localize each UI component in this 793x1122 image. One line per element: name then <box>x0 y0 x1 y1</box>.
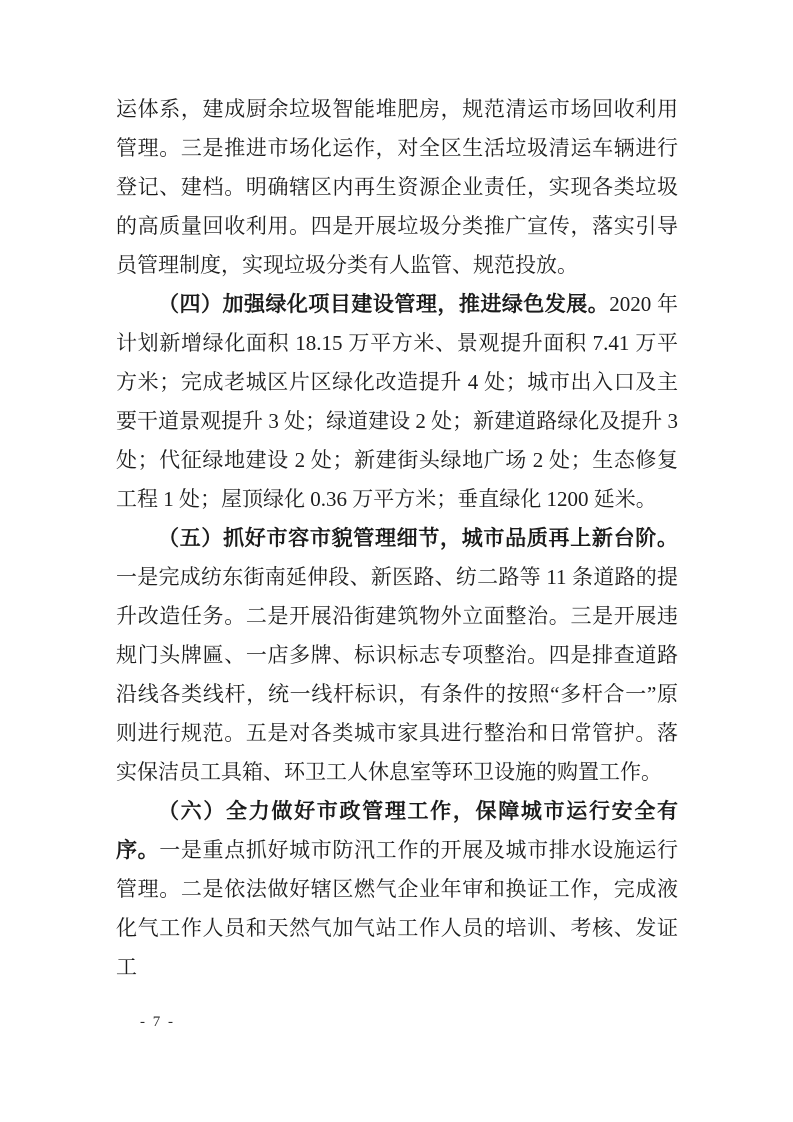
section-heading-6: （六）全力做好市政管理工作，保障城市运行安全有序。 <box>116 800 678 862</box>
section-heading-4: （四）加强绿化项目建设管理，推进绿色发展。 <box>158 293 610 316</box>
body-paragraph-section-6 <box>116 792 678 987</box>
paragraph-text: 一是重点抓好城市防汛工作的开展及城市排水设施运行管理。二是依法做好辖区燃气企业年审和换证工作，完成液化气工作人员和天然气加气站工作人员的培训、考核、发证工 <box>116 838 678 979</box>
document-body <box>116 90 678 987</box>
paragraph-text: 一是完成纺东街南延伸段、新医路、纺二路等 11 条道路的提升改造任务。二是开展沿街建筑物外立面整治。三是开展违规门头牌匾、一店多牌、标识标志专项整治。四是排查道路沿线各类线杆，统一线杆标识，有条件的按照“多杆合一”原则进行规范。五是对各类城市家具进行整治和日常管护。落实保洁员工具箱、环卫工人休息室等环卫设施的购置工作。 <box>116 565 678 784</box>
page-number: - 7 - <box>140 1014 175 1030</box>
body-paragraph-continuation <box>116 90 678 285</box>
body-paragraph-section-4 <box>116 285 678 519</box>
paragraph-text: 2020 年计划新增绿化面积 18.15 万平方米、景观提升面积 7.41 万平方米；完成老城区片区绿化改造提升 4 处；城市出入口及主要干道景观提升 3 处；绿道建设 2 处；新建道路绿化及提升 3 处；代征绿地建设 2 处；新建街头绿地广场 2 处；生态修复工程 1 处；屋顶绿化 0.36 万平方米；垂直绿化 1200 延米。 <box>116 292 679 511</box>
paragraph-text: 运体系，建成厨余垃圾智能堆肥房，规范清运市场回收利用管理。三是推进市场化运作，对全区生活垃圾清运车辆进行登记、建档。明确辖区内再生资源企业责任，实现各类垃圾的高质量回收利用。四是开展垃圾分类推广宣传，落实引导员管理制度，实现垃圾分类有人监管、规范投放。 <box>116 97 678 277</box>
section-heading-5: （五）抓好市容市貌管理细节，城市品质再上新台阶。 <box>158 527 678 550</box>
body-paragraph-section-5 <box>116 519 678 792</box>
